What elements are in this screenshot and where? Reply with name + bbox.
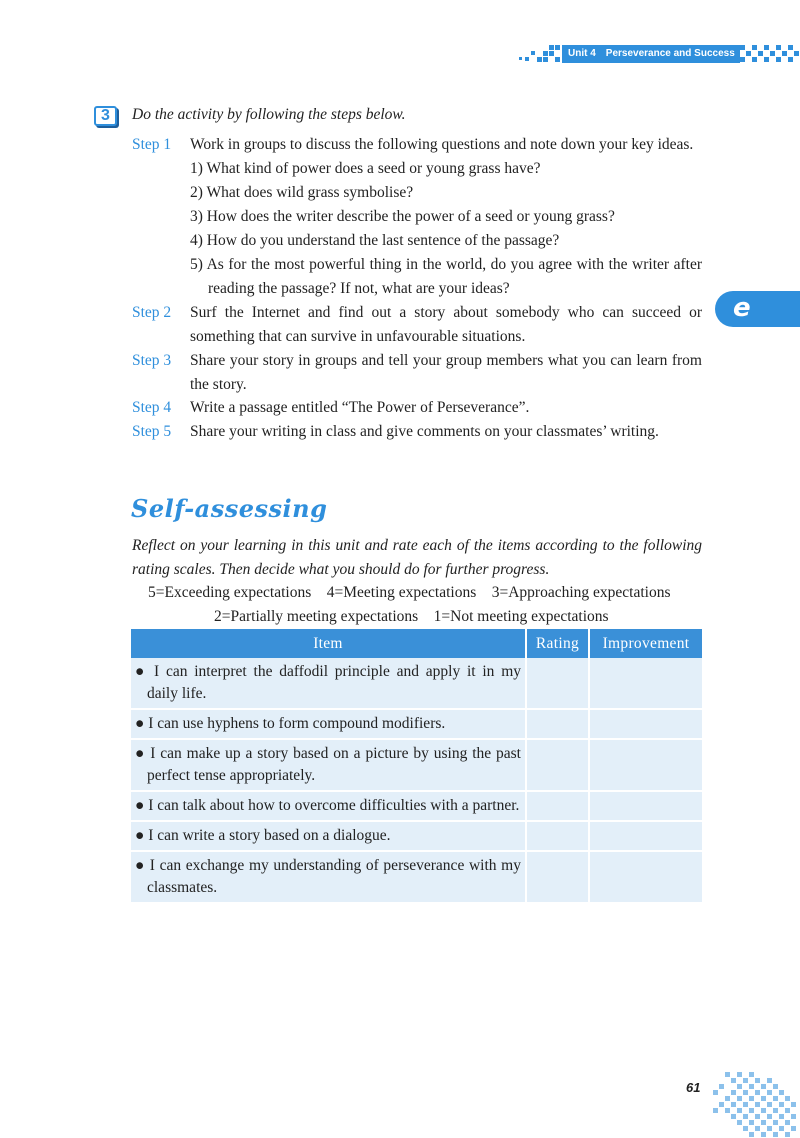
- footer-pixel-decoration: [705, 1068, 800, 1138]
- improvement-cell[interactable]: [589, 739, 702, 791]
- table-header-row: [131, 629, 702, 658]
- step-text: Share your story in groups and tell your group members what you can learn from the story.: [190, 352, 702, 393]
- e-icon: e: [733, 293, 751, 323]
- item-cell: [131, 851, 526, 903]
- section-intro: Reflect on your learning in this unit and rate each of the items according to the following rating scales. Then decide what you should do for further progress.: [132, 537, 702, 578]
- step-5: [132, 420, 702, 444]
- table-row: [131, 821, 702, 851]
- column-header-item: Item: [131, 629, 526, 658]
- rating-cell[interactable]: [526, 791, 589, 821]
- question-2: 2) What does wild grass symbolise?: [190, 184, 414, 201]
- rating-cell[interactable]: [526, 821, 589, 851]
- step-text: Share your writing in class and give comments on your classmates’ writing.: [190, 423, 659, 440]
- item-text: ● I can exchange my understanding of perseverance with my classmates.: [135, 857, 521, 896]
- self-assessment-table: [131, 629, 702, 904]
- item-text: ● I can use hyphens to form compound modifiers.: [135, 715, 446, 732]
- rating-cell[interactable]: [526, 709, 589, 739]
- step-label: Step 3: [132, 352, 172, 369]
- step-text: Surf the Internet and find out a story about somebody who can succeed or something that can survive in unfavourable situations.: [190, 304, 702, 345]
- page-number: 61: [686, 1080, 701, 1095]
- item-cell: [131, 709, 526, 739]
- item-text: ● I can write a story based on a dialogue.: [135, 827, 391, 844]
- step-2: [132, 301, 702, 349]
- header-pixel-decoration-right: [740, 42, 800, 66]
- item-cell: [131, 821, 526, 851]
- improvement-cell[interactable]: [589, 851, 702, 903]
- item-cell: [131, 791, 526, 821]
- question-4: 4) How do you understand the last sentence of the passage?: [190, 232, 560, 249]
- column-header-rating: Rating: [526, 629, 589, 658]
- step-text: Work in groups to discuss the following questions and note down your key ideas.: [190, 136, 694, 153]
- table-row: [131, 851, 702, 903]
- table-row: [131, 709, 702, 739]
- unit-header-band: [562, 45, 740, 63]
- improvement-cell[interactable]: [589, 791, 702, 821]
- rating-scale-line-2: 2=Partially meeting expectations 1=Not meeting expectations: [214, 608, 609, 625]
- table-row: [131, 739, 702, 791]
- question-3: 3) How does the writer describe the power of a seed or young grass?: [190, 208, 615, 225]
- step-label: Step 1: [132, 136, 172, 153]
- unit-title: Perseverance and Success: [605, 48, 735, 59]
- rating-cell[interactable]: [526, 658, 589, 709]
- table-row: [131, 791, 702, 821]
- rating-cell[interactable]: [526, 851, 589, 903]
- column-header-improvement: Improvement: [589, 629, 702, 658]
- step-1: [132, 133, 702, 157]
- step-label: Step 4: [132, 399, 172, 416]
- step-label: Step 2: [132, 304, 172, 321]
- activity-instruction: Do the activity by following the steps below.: [132, 106, 406, 123]
- item-cell: [131, 739, 526, 791]
- improvement-cell[interactable]: [589, 709, 702, 739]
- activity-number-badge: 3: [94, 106, 117, 126]
- section-heading: Self-assessing: [131, 494, 328, 523]
- improvement-cell[interactable]: [589, 821, 702, 851]
- unit-number: Unit 4: [568, 48, 596, 59]
- step-text: Write a passage entitled “The Power of Perseverance”.: [190, 399, 530, 416]
- question-1: 1) What kind of power does a seed or young grass have?: [190, 160, 541, 177]
- table-row: [131, 658, 702, 709]
- item-text: ● I can talk about how to overcome difficulties with a partner.: [135, 797, 520, 814]
- improvement-cell[interactable]: [589, 658, 702, 709]
- rating-cell[interactable]: [526, 739, 589, 791]
- header-pixel-decoration-left: [515, 42, 563, 66]
- rating-scale-line-1: 5=Exceeding expectations 4=Meeting expectations 3=Approaching expectations: [148, 584, 671, 601]
- step-4: [132, 396, 702, 420]
- question-5: 5) As for the most powerful thing in the world, do you agree with the writer after reading the passage? If not, what are your ideas?: [190, 256, 702, 297]
- item-text: ● I can make up a story based on a picture by using the past perfect tense appropriately.: [135, 745, 521, 784]
- step-label: Step 5: [132, 423, 172, 440]
- step-3: [132, 349, 702, 397]
- side-tab: [715, 291, 800, 327]
- item-cell: [131, 658, 526, 709]
- item-text: ● I can interpret the daffodil principle and apply it in my daily life.: [135, 663, 521, 702]
